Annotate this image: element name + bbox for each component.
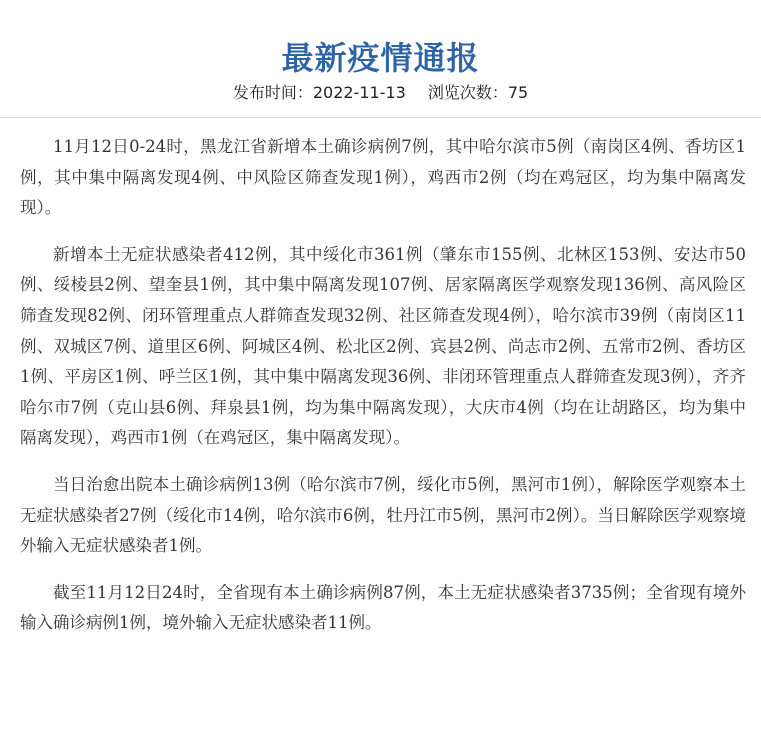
page-title: 最新疫情通报 [281, 39, 480, 78]
article-meta [0, 82, 761, 104]
view-count-value: 75 [507, 83, 529, 102]
publish-time-label: 发布时间： [232, 83, 313, 102]
view-count-label: 浏览次数： [427, 83, 508, 102]
article-paragraph: 截至11月12日24时，全省现有本土确诊病例87例，本土无症状感染者3735例；全省现有境外输入确诊病例1例，境外输入无症状感染者11例。 [20, 582, 746, 633]
article-paragraph: 11月12日0-24时，黑龙江省新增本土确诊病例7例，其中哈尔滨市5例（南岗区4例、香坊区1例，其中集中隔离发现4例、中风险区筛查发现1例），鸡西市2例（均在鸡冠区，均为集中隔离发现）。 [20, 137, 746, 218]
article-paragraph: 新增本土无症状感染者412例，其中绥化市361例（肇东市155例、北林区153例、安达市50例、绥棱县2例、望奎县1例，其中集中隔离发现107例、居家隔离医学观察发现136例、高风险区筛查发现82例、闭环管理重点人群筛查发现32例、社区筛查发现4例），哈尔滨市39例（南岗区11例、双城区7例、道里区6例、阿城区4例、松北区2例、宾县2例、尚志市2例、五常市2例、香坊区1例、平房区1例、呼兰区1例，其中集中隔离发现36例、非闭环管理重点人群筛查发现3例），齐齐哈尔市7例（克山县6例、拜泉县1例，均为集中隔离发现），大庆市4例（均在让胡路区，均为集中隔离发现），鸡西市1例（在鸡冠区，集中隔离发现）。 [20, 244, 746, 448]
publish-time-value: 2022-11-13 [312, 83, 406, 102]
article-paragraph: 当日治愈出院本土确诊病例13例（哈尔滨市7例，绥化市5例，黑河市1例），解除医学观察本土无症状感染者27例（绥化市14例，哈尔滨市6例，牡丹江市5例，黑河市2例）。当日解除医学观察境外输入无症状感染者1例。 [20, 474, 746, 556]
header-divider [0, 117, 761, 118]
article-body [20, 132, 746, 655]
